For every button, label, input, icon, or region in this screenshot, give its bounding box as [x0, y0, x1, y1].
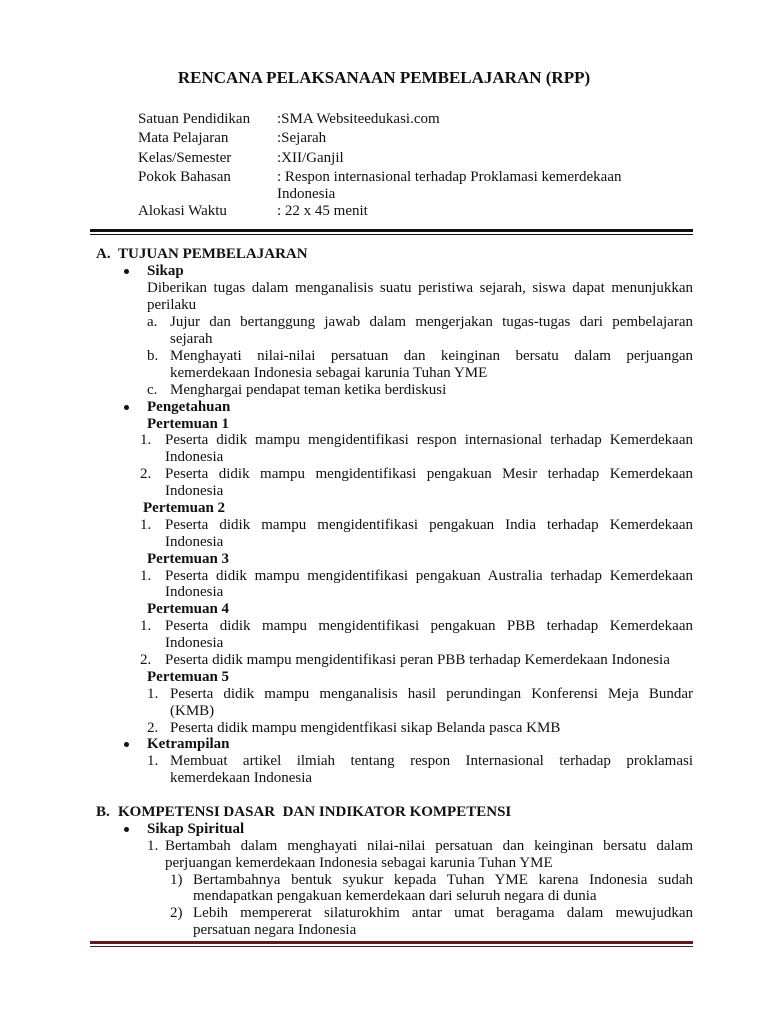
bullet-icon [124, 742, 129, 747]
indicator-item [0, 872, 768, 906]
attitude-intro-line: perilaku [147, 297, 197, 314]
meeting-title: Pertemuan 3 [147, 550, 230, 567]
item-text-line: Peserta didik mampu mengidentifikasi respon internasional terhadap Kemerdekaan [165, 432, 693, 449]
item-text-line: Bertambah dalam menghayati nilai-nilai persatuan dan keinginan bersatu dalam [165, 837, 693, 854]
section-letter: B. [96, 803, 110, 820]
knowledge-item [0, 568, 768, 602]
item-text-line: Membuat artikel ilmiah tentang respon Internasional terhadap proklamasi [170, 753, 693, 770]
item-text-line: Indonesia [165, 483, 224, 500]
bullet-label: Ketrampilan [147, 736, 230, 753]
item-text-line: kemerdekaan Indonesia sebagai karunia Tuhan YME [170, 364, 488, 381]
bullet-icon [124, 827, 129, 832]
item-marker: c. [147, 381, 158, 398]
header-divider-thick [90, 229, 693, 232]
document-body [0, 246, 768, 940]
item-marker: 1. [147, 685, 159, 702]
bullet-icon [124, 269, 129, 274]
identity-label: Satuan Pendidikan [138, 110, 251, 127]
attitude-item-c [0, 382, 768, 399]
identity-row-class-semester [138, 150, 693, 167]
bullet-sikap [0, 263, 768, 280]
meeting-title: Pertemuan 4 [147, 601, 230, 618]
item-text-line: Indonesia [165, 533, 224, 550]
meeting-title: Pertemuan 2 [143, 499, 226, 516]
item-marker: 1) [170, 871, 183, 888]
item-marker: a. [147, 314, 158, 331]
bullet-ketrampilan [0, 736, 768, 753]
item-text-line: Menghargai pendapat teman ketika berdiskusi [170, 381, 447, 398]
meeting-title: Pertemuan 5 [147, 668, 230, 685]
bullet-label: Pengetahuan [147, 398, 231, 415]
item-text-line: Lebih mempererat silaturokhim antar umat beragama dalam mewujudkan [193, 905, 693, 922]
identity-label: Pokok Bahasan [138, 169, 231, 185]
knowledge-item [0, 432, 768, 466]
indicator-item [0, 905, 768, 939]
footer-divider-thin [90, 946, 693, 947]
item-text-line: persatuan negara Indonesia [193, 922, 357, 939]
competency-item [0, 838, 768, 872]
attitude-item-b [0, 348, 768, 382]
item-marker: 1. [140, 516, 152, 533]
meeting-title: Pertemuan 1 [147, 415, 230, 432]
item-text-line: Menghayati nilai-nilai persatuan dan keinginan bersatu dalam perjuangan [170, 347, 693, 364]
section-b-heading [0, 804, 768, 821]
identity-row-subject [138, 130, 693, 147]
bullet-label: Sikap [147, 263, 184, 280]
knowledge-item [0, 517, 768, 551]
identity-value: : 22 x 45 menit [277, 203, 368, 219]
item-text-line: perjuangan kemerdekaan Indonesia sebagai karunia Tuhan YME [165, 854, 553, 871]
identity-label: Mata Pelajaran [138, 130, 229, 146]
bullet-sikap-spiritual [0, 821, 768, 838]
item-text-line: sejarah [170, 331, 213, 348]
section-title: TUJUAN PEMBELAJARAN [118, 245, 308, 262]
identity-value-line: Indonesia [277, 186, 336, 202]
section-letter: A. [96, 245, 111, 262]
bullet-icon [124, 405, 129, 410]
item-marker: 2. [140, 466, 152, 483]
document-title: RENCANA PELAKSANAAN PEMBELAJARAN (RPP) [177, 68, 591, 87]
knowledge-item [0, 686, 768, 720]
item-marker: 2) [170, 905, 183, 922]
item-text-line: Peserta didik mampu mengidentifikasi pengakuan PBB terhadap Kemerdekaan [165, 618, 693, 635]
header-divider-thin [90, 234, 693, 235]
identity-table [138, 111, 693, 223]
identity-value: :Sejarah [277, 130, 327, 146]
identity-row-school [138, 111, 693, 128]
item-marker: 1. [140, 618, 152, 635]
attitude-intro-line: Diberikan tugas dalam menganalisis suatu peristiwa sejarah, siswa dapat menunjukkan [147, 280, 693, 297]
item-text-line: Peserta didik mampu mengidentfikasi sikap Belanda pasca KMB [170, 719, 561, 736]
identity-row-time [138, 203, 693, 220]
bullet-label: Sikap Spiritual [147, 820, 245, 837]
identity-value-line: : Respon internasional terhadap Proklamasi kemerdekaan [277, 169, 622, 185]
item-text-line: mendapatkan pengakuan kemerdekaan dari seluruh negara di dunia [193, 888, 597, 905]
footer-divider-thick [90, 941, 693, 944]
item-text-line: Indonesia [165, 449, 224, 466]
attitude-item-a [0, 314, 768, 348]
item-text-line: Peserta didik mampu mengidentifikasi peran PBB terhadap Kemerdekaan Indonesia [165, 651, 670, 668]
bullet-pengetahuan [0, 399, 768, 416]
item-marker: 2. [147, 719, 159, 736]
item-text-line: Peserta didik mampu menganalisis hasil perundingan Konferensi Meja Bundar [170, 685, 693, 702]
identity-value: :XII/Ganjil [277, 149, 344, 166]
item-marker: 1. [147, 753, 159, 770]
item-text-line: kemerdekaan Indonesia [170, 770, 313, 787]
item-marker: 1. [147, 837, 159, 854]
item-text-line: Indonesia [165, 635, 224, 652]
item-text-line: Peserta didik mampu mengidentifikasi pengakuan Australia terhadap Kemerdekaan [165, 567, 693, 584]
item-text-line: Indonesia [165, 584, 224, 601]
knowledge-item [0, 466, 768, 500]
item-text-line: Peserta didik mampu mengidentifikasi pengakuan India terhadap Kemerdekaan [165, 516, 693, 533]
item-marker: 2. [140, 651, 152, 668]
section-title: KOMPETENSI DASAR DAN INDIKATOR KOMPETENSI [118, 803, 512, 820]
identity-row-topic [138, 169, 693, 203]
item-text-line: Peserta didik mampu mengidentifikasi pengakuan Mesir terhadap Kemerdekaan [165, 466, 693, 483]
knowledge-item [0, 618, 768, 652]
knowledge-item [0, 720, 768, 737]
knowledge-item [0, 652, 768, 669]
identity-label: Kelas/Semester [138, 149, 232, 166]
item-marker: b. [147, 347, 159, 364]
identity-value: :SMA Websiteedukasi.com [277, 110, 440, 127]
item-marker: 1. [140, 432, 152, 449]
item-text-line: Jujur dan bertanggung jawab dalam mengerjakan tugas-tugas dari pembelajaran [170, 314, 693, 331]
item-text-line: Bertambahnya bentuk syukur kepada Tuhan YME karena Indonesia sudah [193, 871, 693, 888]
skills-item [0, 753, 768, 787]
item-text-line: (KMB) [170, 702, 215, 719]
item-marker: 1. [140, 567, 152, 584]
section-a-heading [0, 246, 768, 263]
identity-label: Alokasi Waktu [138, 203, 227, 219]
